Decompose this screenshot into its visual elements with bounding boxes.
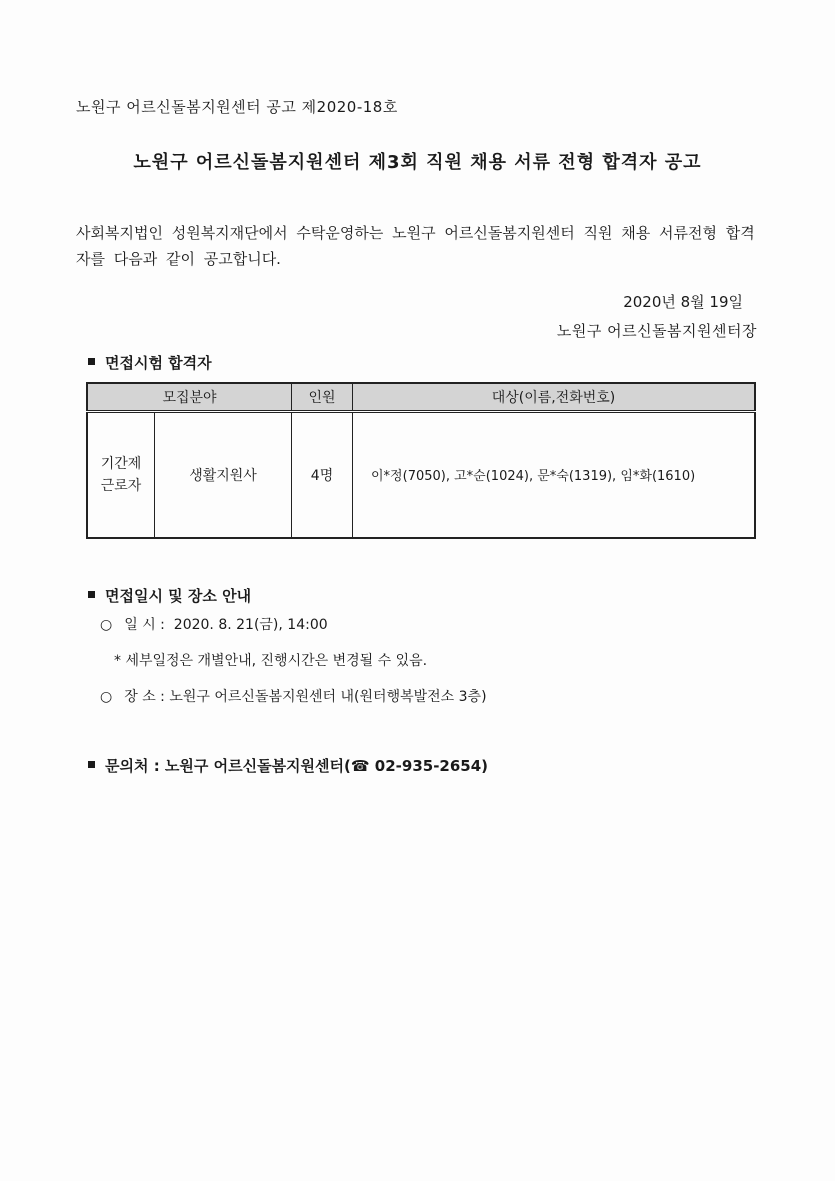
announcement-date: 2020년 8월 19일 xyxy=(623,293,743,311)
cell-role: 생활지원사 xyxy=(155,411,292,538)
header-field: 모집분야 xyxy=(87,383,292,411)
cell-count: 4명 xyxy=(292,411,353,538)
place-value: 노원구 어르신돌봄지원센터 내(원터행복발전소 3층) xyxy=(169,689,487,705)
circle-bullet-icon: ○ xyxy=(100,617,113,633)
section-heading: 면접시험 합격자 xyxy=(105,354,212,372)
document-title: 노원구 어르신돌봄지원센터 제3회 직원 채용 서류 전형 합격자 공고 xyxy=(133,152,702,173)
table-header-row xyxy=(87,383,755,411)
signer: 노원구 어르신돌봄지원센터장 xyxy=(556,322,757,340)
section-interview-passers xyxy=(88,352,212,373)
intro-paragraph: 사회복지법인 성원복지재단에서 수탁운영하는 노원구 어르신돌봄지원센터 직원 채용 서류전형 합격자를 다음과 같이 공고합니다. xyxy=(76,224,755,268)
section-contact xyxy=(88,755,488,776)
square-bullet-icon xyxy=(88,358,95,365)
table-row xyxy=(87,411,755,538)
notice-number: 노원구 어르신돌봄지원센터 공고 제2020-18호 xyxy=(76,98,398,116)
contact-text: 문의처 : 노원구 어르신돌봄지원센터(☎ 02-935-2654) xyxy=(105,757,489,775)
datetime-value: 2020. 8. 21(금), 14:00 xyxy=(173,617,328,633)
header-count: 인원 xyxy=(292,383,353,411)
header-targets: 대상(이름,전화번호) xyxy=(353,383,756,411)
section-interview-info xyxy=(88,585,251,606)
circle-bullet-icon: ○ xyxy=(100,689,113,705)
cell-employment-type: 기간제 근로자 xyxy=(87,411,155,538)
datetime-label: 일 시 : xyxy=(124,617,165,633)
schedule-note: * 세부일정은 개별안내, 진행시간은 변경될 수 있음. xyxy=(114,653,428,669)
interview-datetime xyxy=(100,614,328,634)
cell-targets: 이*정(7050), 고*순(1024), 문*숙(1319), 임*화(1610) xyxy=(353,411,756,538)
section-heading: 면접일시 및 장소 안내 xyxy=(105,587,252,605)
place-label: 장 소 : xyxy=(124,689,165,705)
square-bullet-icon xyxy=(88,761,95,768)
result-table xyxy=(86,382,756,539)
square-bullet-icon xyxy=(88,591,95,598)
interview-place xyxy=(100,686,487,706)
